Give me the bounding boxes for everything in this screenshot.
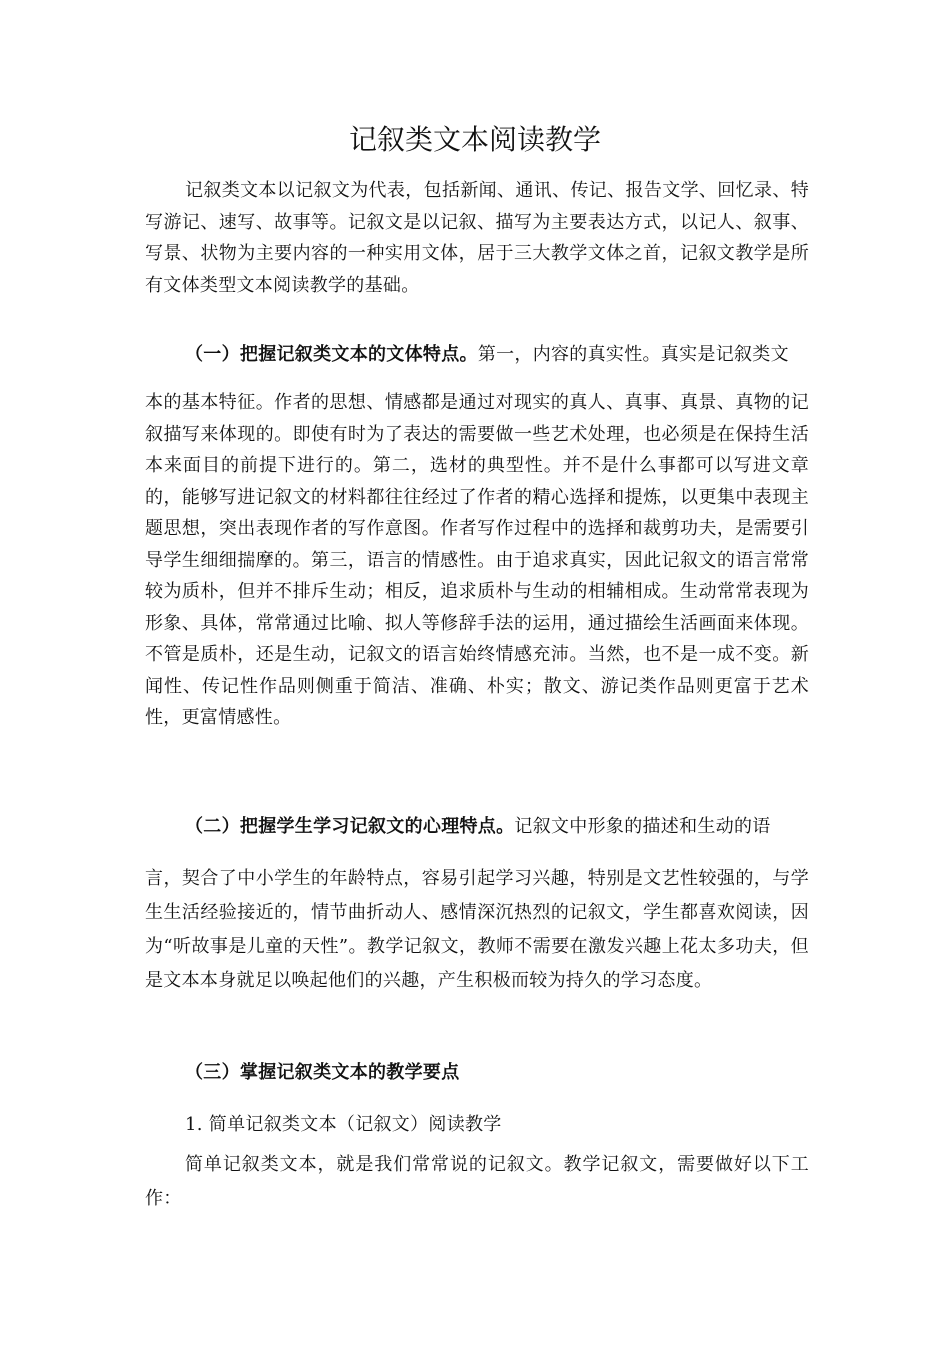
- section-1-body: 本的基本特征。作者的思想、情感都是通过对现实的真人、真事、真景、真物的记叙描写来体现的。即使有时为了表达的需要做一些艺术处理，也必须是在保持生活本来面目的前提下进行的。第二，选材的典型性。并不是什么事都可以写进文章的，能够写进记叙文的材料都往往经过了作者的精心选择和提炼，以更集中表现主题思想，突出表现作者的写作意图。作者写作过程中的选择和裁剪功夫，是需要引导学生细细揣摩的。第三，语言的情感性。由于追求真实，因此记叙文的语言常常较为质朴，但并不排斥生动；相反，追求质朴与生动的相辅相成。生动常常表现为形象、具体，常常通过比喻、拟人等修辞手法的运用，通过描绘生活画面来体现。不管是质朴，还是生动，记叙文的语言始终情感充沛。当然，也不是一成不变。新闻性、传记性作品则侧重于简洁、准确、朴实；散文、游记类作品则更富于艺术性，更富情感性。: [145, 392, 809, 728]
- section-2-body: 言，契合了中小学生的年龄特点，容易引起学习兴趣，特别是文艺性较强的，与学生生活经验接近的，情节曲折动人、感情深沉热烈的记叙文，学生都喜欢阅读，因为“听故事是儿童的天性”。教学记叙文，教师不需要在激发兴趣上花太多功夫，但是文本本身就足以唤起他们的兴趣，产生积极而较为持久的学习态度。: [145, 868, 809, 991]
- list-item-1: 1. 简单记叙类文本（记叙文）阅读教学: [185, 1114, 502, 1135]
- section-2-paragraph: [145, 810, 809, 998]
- section-1-lead-text: 第一，内容的真实性。真实是记叙类文: [477, 344, 789, 365]
- section-2-first-line: [145, 810, 809, 862]
- section-1-first-line: [145, 339, 809, 387]
- document-title: 记叙类文本阅读教学: [348, 123, 601, 156]
- section-2-heading: （二）把握学生学习记叙文的心理特点。: [185, 816, 515, 837]
- section-3-heading: （三）掌握记叙类文本的教学要点: [185, 1062, 460, 1083]
- section-2-lead-text: 记叙文中形象的描述和生动的语: [514, 816, 771, 837]
- intro-paragraph: 记叙类文本以记叙文为代表，包括新闻、通讯、传记、报告文学、回忆录、特写游记、速写、故事等。记叙文是以记叙、描写为主要表达方式，以记人、叙事、写景、状物为主要内容的一种实用文体，居于三大教学文体之首，记叙文教学是所有文体类型文本阅读教学的基础。: [145, 180, 809, 296]
- section-1-paragraph: [145, 339, 809, 734]
- section-1-heading: （一）把握记叙类文本的文体特点。: [185, 344, 478, 365]
- closing-paragraph: 简单记叙类文本，就是我们常常说的记叙文。教学记叙文，需要做好以下工作：: [145, 1154, 809, 1209]
